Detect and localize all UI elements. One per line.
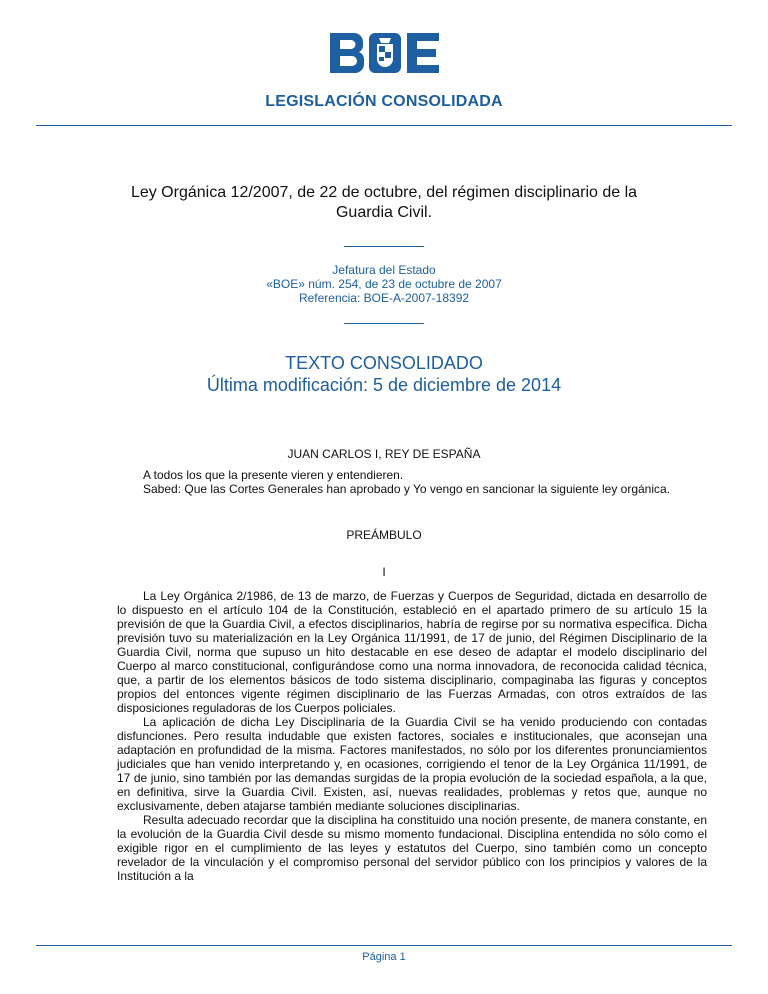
section-numeral: I [382,565,386,579]
divider-short-top [344,246,424,247]
paragraph: A todos los que la presente vieren y entendieren. [143,468,404,482]
publication: «BOE» núm. 254, de 23 de octubre de 2007 [266,277,502,291]
paragraph: Sabed: Que las Cortes Generales han aprobado y Yo vengo en sancionar la siguiente ley orgánica. [143,482,671,496]
paragraph: La aplicación de dicha Ley Disciplinaria de la Guardia Civil se ha venido produciendo con contadas disfunciones. Pero resulta indudable que existen factores, sociales e institucionales, que aconsejan una adaptación en profundidad de la misma. Factores manifestados, no sólo por los diferentes pronunciamientos judiciales que han venido interpretando y, en ocasiones, corrigiendo el tenor de la Ley Orgánica 11/1991, de 17 de junio, sino también por las demandas surgidas de la propia evolución de la sociedad española, a la que, en definitiva, sirve la Guardia Civil. Existen, así, nuevas realidades, problemas y retos que, aunque no exclusivamente, deben atajarse también mediante soluciones disciplinarias. [117,715,707,813]
opening-paragraphs [117,468,707,496]
page-number: Página 1 [362,951,406,963]
last-modification: Última modificación: 5 de diciembre de 2014 [206,375,562,395]
king-line: JUAN CARLOS I, REY DE ESPAÑA [287,447,481,461]
publication-info [0,263,768,305]
consolidated-block [0,352,768,396]
consolidated-label: TEXTO CONSOLIDADO [285,353,483,373]
preamble-text [117,589,707,883]
divider-short-bottom [344,323,424,324]
footer-divider [36,945,732,946]
issuer: Jefatura del Estado [332,263,436,277]
preamble-heading: PREÁMBULO [346,528,422,542]
boe-logo [330,33,439,73]
header-divider [36,125,732,126]
paragraph: Resulta adecuado recordar que la disciplina ha constituido una noción presente, de manera constante, en la evolución de la Guardia Civil desde su mismo momento fundacional. Disciplina entendida no sólo como el exigible rigor en el cumplimiento de las leyes y estatutos del Cuerpo, sino también como un concepto revelador de la vinculación y el compromiso personal del servidor público con los principios y valores de la Institución a la [117,813,707,883]
paragraph: La Ley Orgánica 2/1986, de 13 de marzo, de Fuerzas y Cuerpos de Seguridad, dictada en desarrollo de lo dispuesto en el artículo 104 de la Constitución, estableció en el apartado primero de su artículo 15 la previsión de que la Guardia Civil, a efectos disciplinarios, habría de regirse por su normativa específica. Dicha previsión tuvo su materialización en la Ley Orgánica 11/1991, de 17 de junio, del Régimen Disciplinario de la Guardia Civil, norma que supuso un hito destacable en ese deseo de adaptar el modelo disciplinario del Cuerpo al marco constitucional, configurándose como una norma innovadora, de reconocida calidad técnica, que, a partir de los elementos básicos de todo sistema disciplinario, compaginaba las figuras y conceptos propios del entonces vigente régimen disciplinario de las Fuerzas Armadas, con otros extraídos de las disposiciones reguladoras de los Cuerpos policiales. [117,589,707,715]
header-title: LEGISLACIÓN CONSOLIDADA [265,93,503,110]
reference: Referencia: BOE-A-2007-18392 [298,291,470,305]
law-title: Ley Orgánica 12/2007, de 22 de octubre, del régimen disciplinario de la Guardia Civil. [130,184,638,221]
